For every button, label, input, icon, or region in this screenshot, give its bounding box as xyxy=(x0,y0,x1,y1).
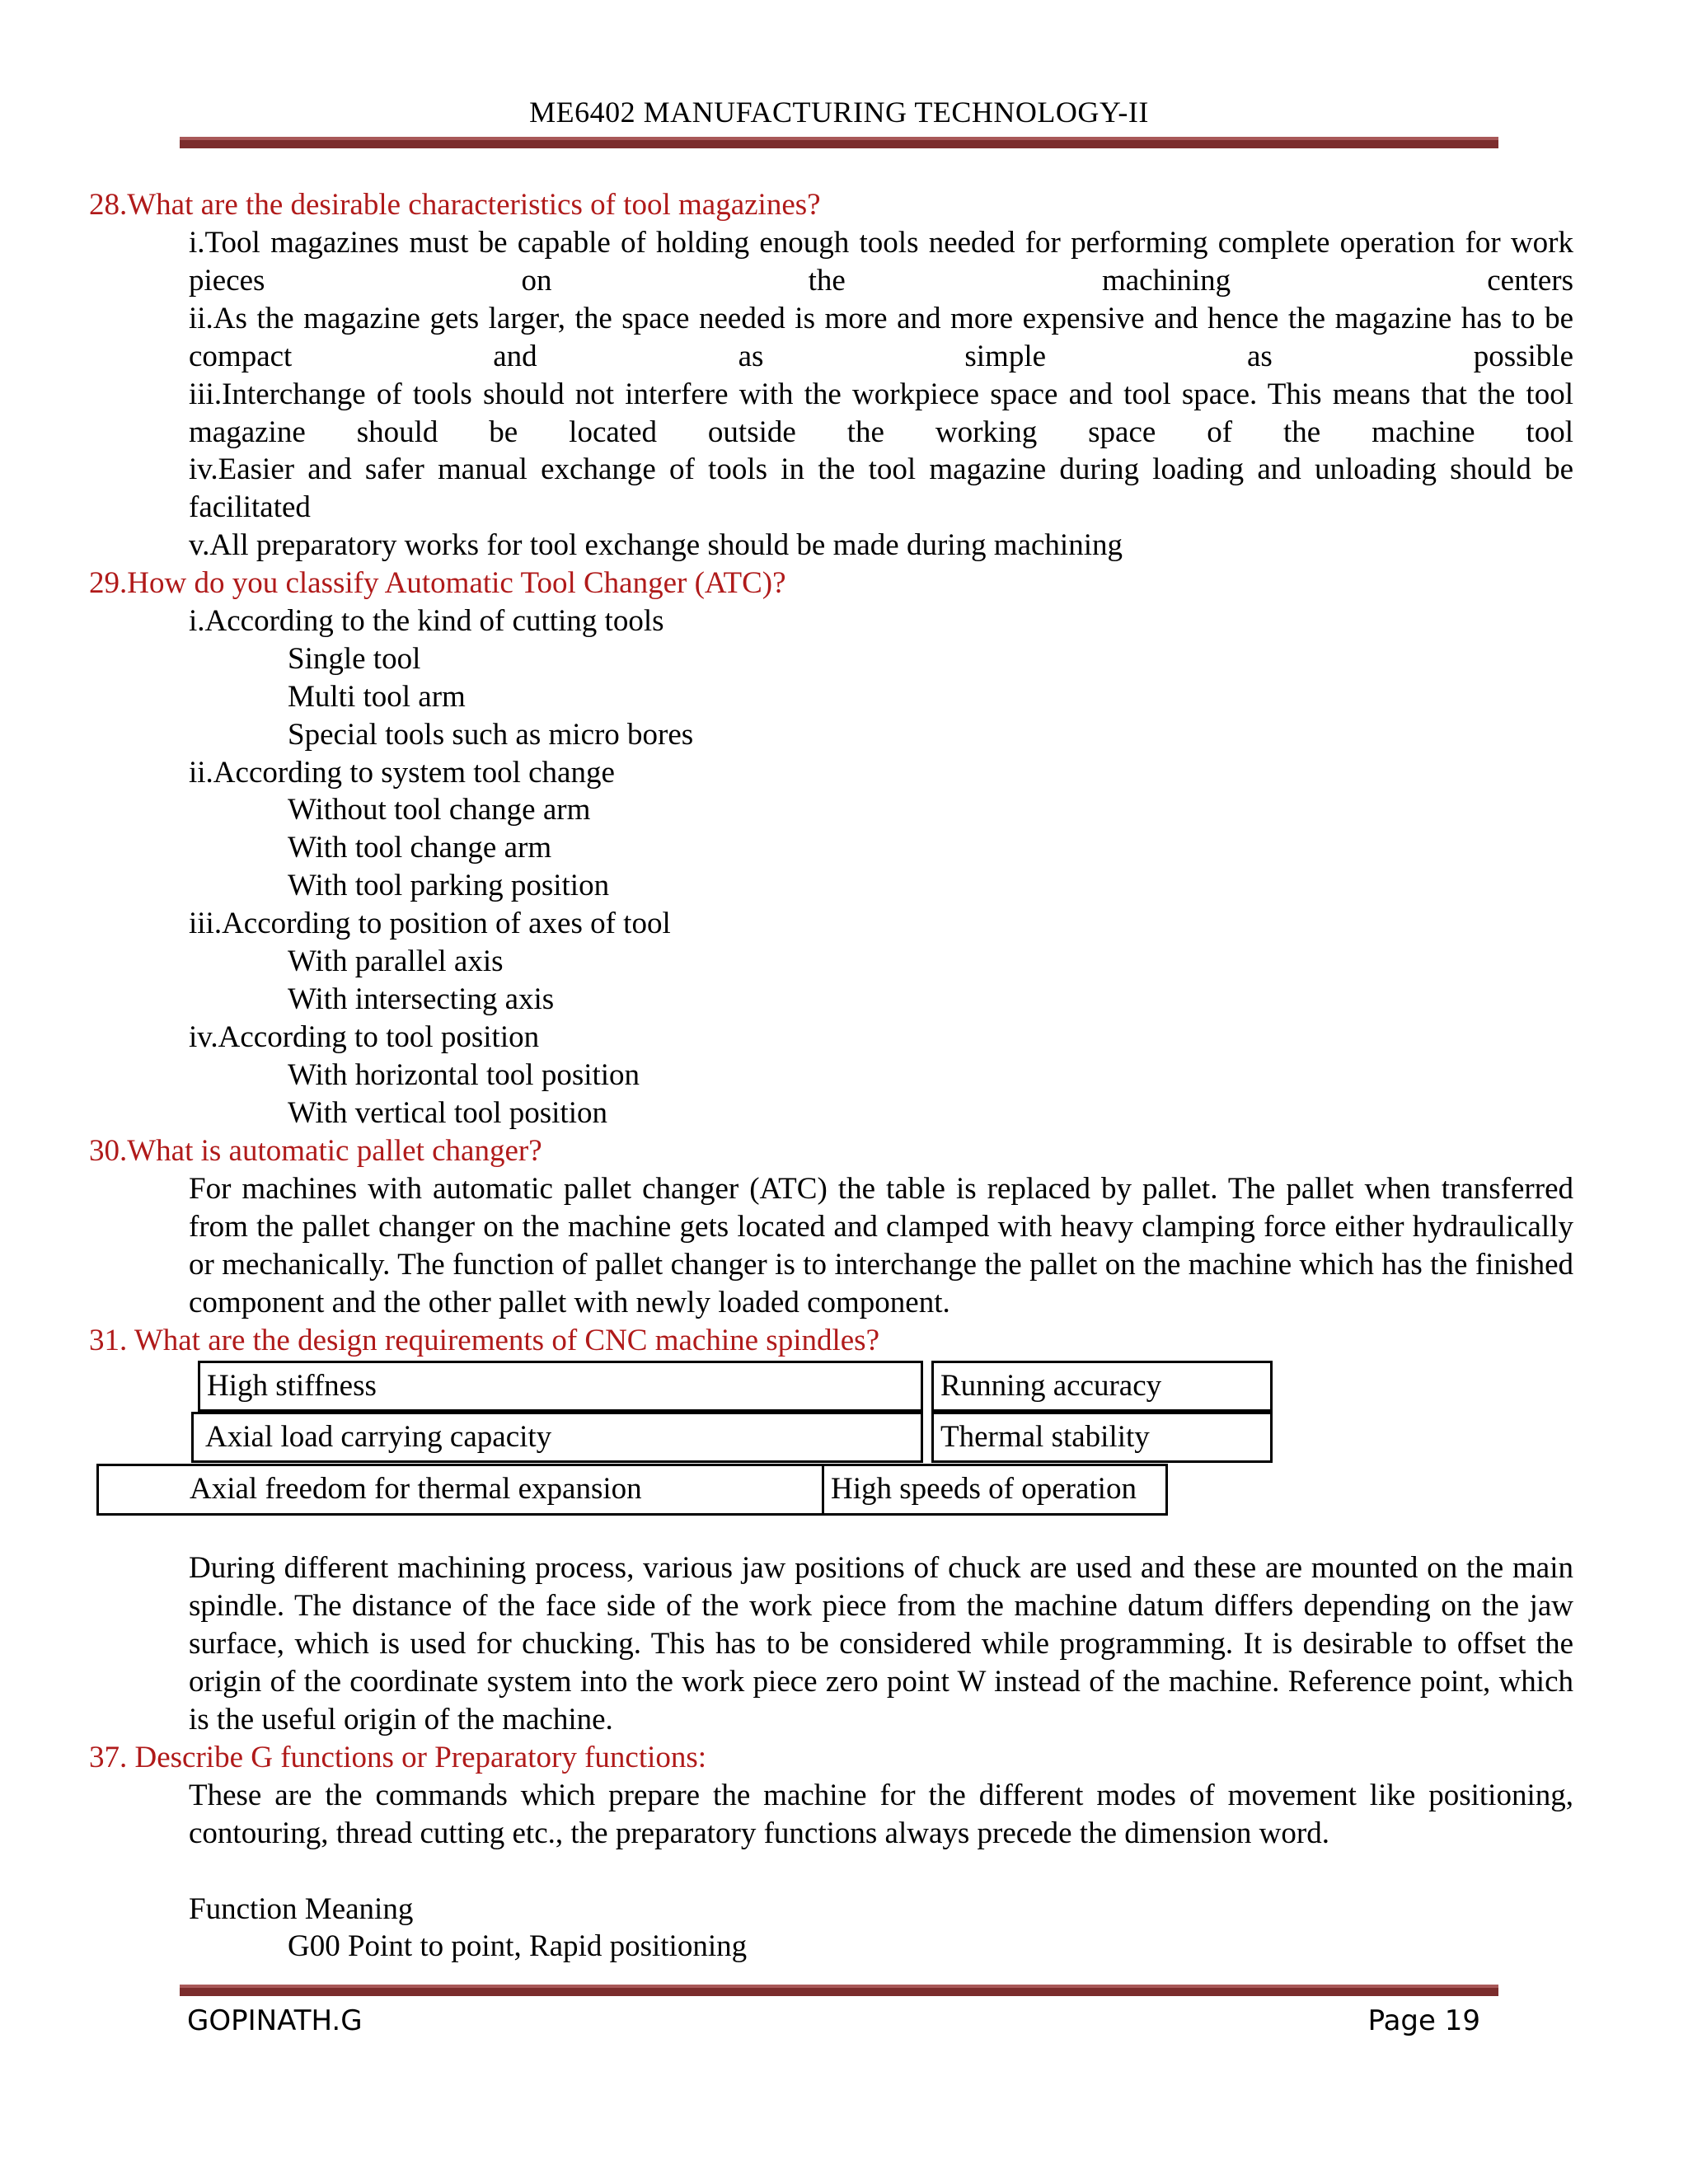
q28-item-4: iv.Easier and safer manual exchange of tools in the tool magazine during loading and unloading should be facilitated xyxy=(189,452,1573,524)
footer-author: GOPINATH.G xyxy=(187,2004,363,2037)
footer-rule xyxy=(180,1985,1498,1996)
question-31-title: 31. What are the design requirements of CNC machine spindles? xyxy=(89,1324,880,1357)
q30-body: For machines with automatic pallet changer (ATC) the table is replaced by pallet. The pallet when transferred from the pallet changer on the machine gets located and clamped with heavy clamping force either hydraulically or mechanically. The function of pallet changer is to interchange the pallet on the machine which has the finished component and the other pallet with newly loaded component. xyxy=(189,1172,1573,1319)
q37-body: These are the commands which prepare the machine for the different modes of movement like positioning, contouring, thread cutting etc., the preparatory functions always precede the dimension word. xyxy=(189,1779,1573,1850)
q29-group-4-item: With vertical tool position xyxy=(288,1096,607,1130)
table-cell: High stiffness xyxy=(198,1361,923,1412)
question-37-title: 37. Describe G functions or Preparatory functions: xyxy=(89,1741,707,1774)
question-29-title: 29.How do you classify Automatic Tool Changer (ATC)? xyxy=(89,566,786,600)
q29-group-2-item: With tool change arm xyxy=(288,831,552,865)
q29-group-2-item: Without tool change arm xyxy=(288,793,591,827)
q29-group-1-item: Single tool xyxy=(288,642,421,676)
table-cell: Axial freedom for thermal expansion xyxy=(96,1464,824,1516)
q29-group-2-head: ii.According to system tool change xyxy=(189,756,615,790)
q28-item-2: ii.As the magazine gets larger, the space needed is more and more expensive and hence the magazine has to be compact and as simple as possible xyxy=(189,302,1573,373)
q29-group-2-item: With tool parking position xyxy=(288,869,610,902)
q29-group-1-head: i.According to the kind of cutting tools xyxy=(189,604,664,638)
q29-group-4-item: With horizontal tool position xyxy=(288,1058,640,1092)
q29-group-3-head: iii.According to position of axes of tool xyxy=(189,907,671,940)
q29-group-1-item: Special tools such as micro bores xyxy=(288,718,694,752)
q29-group-4-head: iv.According to tool position xyxy=(189,1020,540,1054)
table-cell: High speeds of operation xyxy=(822,1464,1168,1516)
q37-row: G00 Point to point, Rapid positioning xyxy=(288,1929,748,1963)
q28-item-5: v.All preparatory works for tool exchange should be made during machining xyxy=(189,528,1123,562)
question-28-title: 28.What are the desirable characteristics of tool magazines? xyxy=(89,188,821,222)
q31-body: During different machining process, various jaw positions of chuck are used and these are mounted on the main spindle. The distance of the face side of the work piece from the machine datum differs depending on the jaw surface, which is used for chucking. This has to be considered while programming. It is desirable to offset the origin of the coordinate system into the work piece zero point W instead of the machine. Reference point, which is the useful origin of the machine. xyxy=(189,1551,1573,1736)
q37-table-head: Function Meaning xyxy=(189,1892,414,1926)
table-cell: Running accuracy xyxy=(931,1361,1273,1412)
header-rule xyxy=(180,137,1498,148)
footer-page-number: Page 19 xyxy=(1367,2004,1480,2037)
q29-group-3-item: With parallel axis xyxy=(288,944,504,978)
q28-item-1: i.Tool magazines must be capable of holding enough tools needed for performing complete operation for work pieces on the machining centers xyxy=(189,226,1573,298)
table-cell: Axial load carrying capacity xyxy=(191,1412,923,1463)
q29-group-1-item: Multi tool arm xyxy=(288,680,466,714)
page-header-title: ME6402 MANUFACTURING TECHNOLOGY-II xyxy=(529,96,1149,129)
q29-group-3-item: With intersecting axis xyxy=(288,982,555,1016)
question-30-title: 30.What is automatic pallet changer? xyxy=(89,1134,542,1168)
q28-item-3: iii.Interchange of tools should not interfere with the workpiece space and tool space. This means that the tool magazine should be located outside the working space of the machine tool xyxy=(189,377,1573,449)
table-cell: Thermal stability xyxy=(931,1412,1273,1463)
